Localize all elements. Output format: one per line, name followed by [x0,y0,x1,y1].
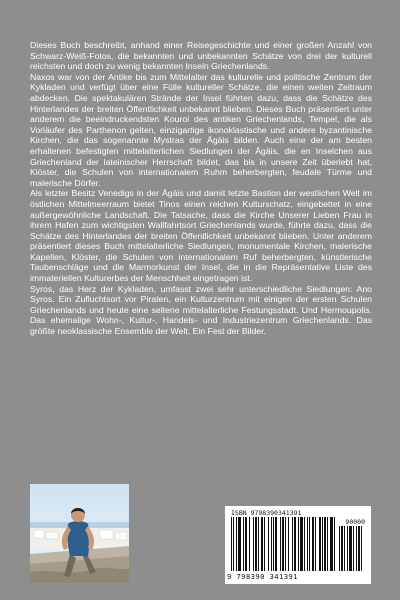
barcode-bar [298,517,299,571]
barcode-bar [356,526,357,571]
barcode-bar [307,517,308,571]
barcode-bar [273,517,274,571]
barcode-bar [238,517,241,571]
barcode-bar [243,517,244,571]
barcode-bar [300,517,303,571]
barcode-bar [347,526,348,571]
barcode-bar [249,517,250,571]
author-photo-image [30,484,129,583]
barcode-bar [282,517,284,571]
barcode-bar [358,526,360,571]
barcode-bars [231,517,335,573]
barcode-bar [258,517,259,571]
barcode-bar [341,526,343,571]
barcode-bar [292,517,293,571]
blurb-paragraph-naxos: Naxos war von der Antike bis zum Mittelalter das kulturelle und politische Zentrum der Kykladen und verfügt über eine Fülle kultureller Schätze, die einen weiten Zeitraum abdecken. Die spektakulären Strände der Insel führten dazu, dass die Schätze des Hinterlandes der breiten Öffentlichkeit unbekannt blieben. Dieses Buch präsentiert unter anderem die beeindruckendsten Kouroi des antiken Griechenlands, Tempel, die als Vorläufer des Parthenon gelten, einzigartige ikonoklastische und andere byzantinische Kirchen, die das sogenannte Mystras der Ägäis bilden. Auch eine der am besten erhaltenen befestigten mittelalterlichen Siedlungen der Ägäis, die en Inselchen aus Griechenland der lateinischer Herrschaft bildet, das bis in unsere Zeit überlebt hat, Klöster, die Schulen von internationalem Ruhm beherbergten, feudale Türme und malerische Dörfer. [30,71,372,188]
barcode-bar [312,517,314,571]
isbn-label: ISBN 9798390341391 [231,509,302,517]
author-photo [30,484,129,583]
barcode-bar [231,517,232,571]
barcode-bar [330,517,333,571]
barcode-bar [268,517,269,571]
blurb-paragraph-syros: Syros, das Herz der Kykladen, umfasst zwei sehr unterschiedliche Siedlungen: Ano Syros. Ein Zufluchtsort vor Piraten, ein Kulturzentrum mit einigen der ersten Schulen Griechenlands und heute eine seltene mittelalterliche Festungsstadt. Und Hermoupolis. Das ehemalige Wohn-, Kultur-, Handels- und Industriezentrum Griechenlands. Das größte neoklassische Ensemble der Welt. Ein Fest der Bilder. [30,283,372,337]
barcode-bar [327,517,328,571]
barcode-bar [344,526,345,571]
barcode-bar [334,517,335,571]
barcode-digits: 9 798390 341391 [227,572,298,581]
barcode-bar [255,517,257,571]
barcode-bar [264,517,265,571]
barcode-bar [361,526,362,571]
barcode-bar [285,517,286,571]
barcode-bar [294,517,296,571]
barcode-bar [309,517,310,571]
barcode-bar [349,526,352,571]
barcode-bar [245,517,247,571]
barcode-bar [236,517,237,571]
barcode-bar [339,526,340,571]
barcode-bar [319,517,321,571]
barcode-bar [315,517,316,571]
blurb-text [30,40,372,337]
barcode-bar [253,517,254,571]
barcode-bar [304,517,305,571]
barcode-bar [324,517,326,571]
barcode-bar [280,517,281,571]
barcode-bar [353,526,354,571]
barcode-bar [275,517,277,571]
barcode-bar [322,517,323,571]
barcode-bar [261,517,263,571]
price-code: 90000 [345,518,365,526]
barcode-bar [271,517,272,571]
blurb-paragraph-tinos: Als letzter Besitz Venedigs in der Ägäis und damit letzte Bastion der westlichen Welt im östlichen Mittelmeerraum bietet Tinos einen reichen Kulturschatz, eingebettet in eine außergewöhnliche Landschaft. Die Tatsache, dass die Kirche Unserer Lieben Frau in ihrem Hafen zum wichtigsten Wallfahrtsort Griechenlands wurde, führte dazu, dass die Schätze des Hinterlandes der breiten Öffentlichkeit unbekannt blieben. Unter anderem präsentiert dieses Buch mittelalterliche Siedlungen, monumentale Kirchen, malerische Kapellen, Klöster, die Schulen von internationalem Ruf beherbergten, künstlerische Taubenschläge und die Marmorkunst der Insel, die in die Repräsentative Liste des immateriellen Kulturerbes der Menschheit eingetragen ist. [30,188,372,284]
barcode-bar [288,517,289,571]
barcode-addon-bars [339,526,367,573]
isbn-barcode [225,506,371,584]
barcode-bar [233,517,234,571]
blurb-paragraph-intro: Dieses Buch beschreibt, anhand einer Reisegeschichte und einer großen Anzahl von Schwarz-Weiß-Fotos, die bekannten und unbekannten Schätze von drei der kulturell reichsten und doch zu wenig bekannten Inseln Griechenlands. [30,40,372,72]
